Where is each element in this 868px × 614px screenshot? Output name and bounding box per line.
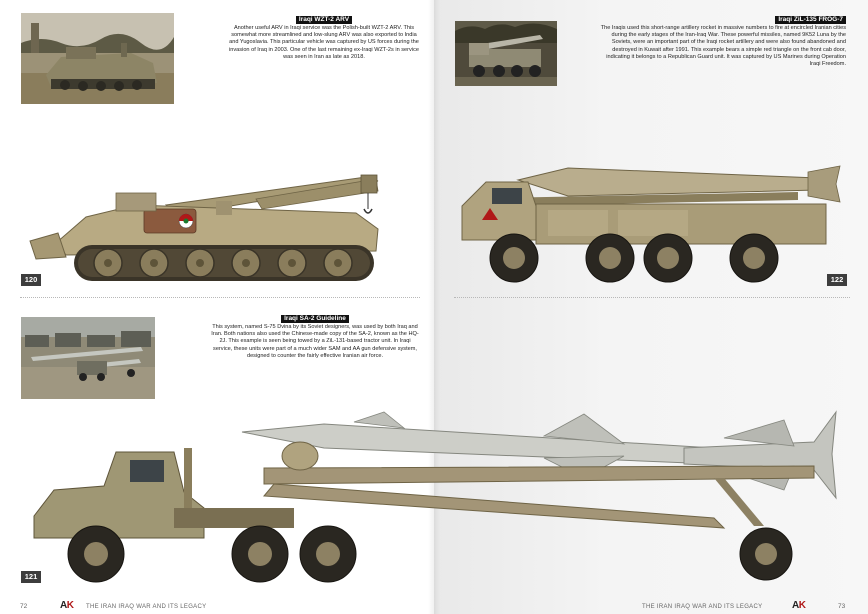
- plate-number: 121: [21, 571, 41, 583]
- logo-letter-a: A: [60, 600, 67, 611]
- caption-title: Iraqi SA-2 Guideline: [281, 315, 349, 323]
- caption-frog7: [596, 16, 846, 68]
- illustration-sa2-zil131: [24, 408, 850, 586]
- page-number-left: 72: [20, 603, 28, 610]
- logo-letter-k: K: [66, 600, 74, 611]
- caption-text: Another useful ARV in Iraqi service was the Polish-built WZT-2 ARV. This somewhat more streamlined and low-slung ARV was also exported to India and Yugoslavia. This particular vehicle was captured by US forces during the invasion of Iraq in 2003. One of the last remaining ex-Iraqi WZT-2s in service was seen in Iran as late as 2018.: [229, 25, 419, 60]
- photo-frog7: [455, 21, 557, 86]
- photo-sa2-guideline: [21, 317, 155, 399]
- running-title-right: THE IRAN IRAQ WAR AND ITS LEGACY: [642, 604, 763, 610]
- ak-logo-right: [792, 600, 805, 611]
- caption-title: Iraqi WZT-2 ARV: [296, 16, 352, 24]
- section-divider: [20, 297, 420, 298]
- plate-number: 120: [21, 274, 41, 286]
- logo-letter-a: A: [792, 600, 799, 611]
- illustration-wzt2-arv: [26, 165, 416, 287]
- plate-number: 122: [827, 274, 847, 286]
- caption-title: Iraqi ZiL-135 FROG-7: [775, 16, 846, 24]
- caption-sa2: [210, 315, 420, 360]
- section-divider: [454, 297, 850, 298]
- caption-text: This system, named S-75 Dvina by its Soviet designers, was used by both Iraq and Iran. Both nations also used the Chinese-made copy of the SA-2, known as the HQ-2J. This example is seen being towed by a ZiL-131-based tractor unit. In Iraqi service, these units were part of a much wider SAM and AA gun defensive system, designed to counter the fairly effective Iranian air force.: [211, 324, 419, 359]
- running-title-left: THE IRAN IRAQ WAR AND ITS LEGACY: [86, 604, 207, 610]
- photo-wzt2-arv: [21, 13, 174, 104]
- ak-logo-left: [60, 600, 73, 611]
- page-number-right: 73: [838, 603, 846, 610]
- caption-text: The Iraqis used this short-range artillery rocket in massive numbers to fire at encircled Iranian cities during the early stages of the Iran-Iraq War. These powerful missiles, named 9K52 Luna by the Soviets, were an important part of the Iraqi rocket artillery and were also found abandoned and destroyed in Kuwait after 1991. This example bears a simple red triangle on the front cab door, indicating it belongs to a Republican Guard unit. It was captured by US Marines during Operation Iraqi Freedom.: [600, 25, 846, 68]
- illustration-zil135-frog7: [458, 160, 846, 288]
- logo-letter-k: K: [798, 600, 806, 611]
- caption-wzt2: [226, 16, 422, 61]
